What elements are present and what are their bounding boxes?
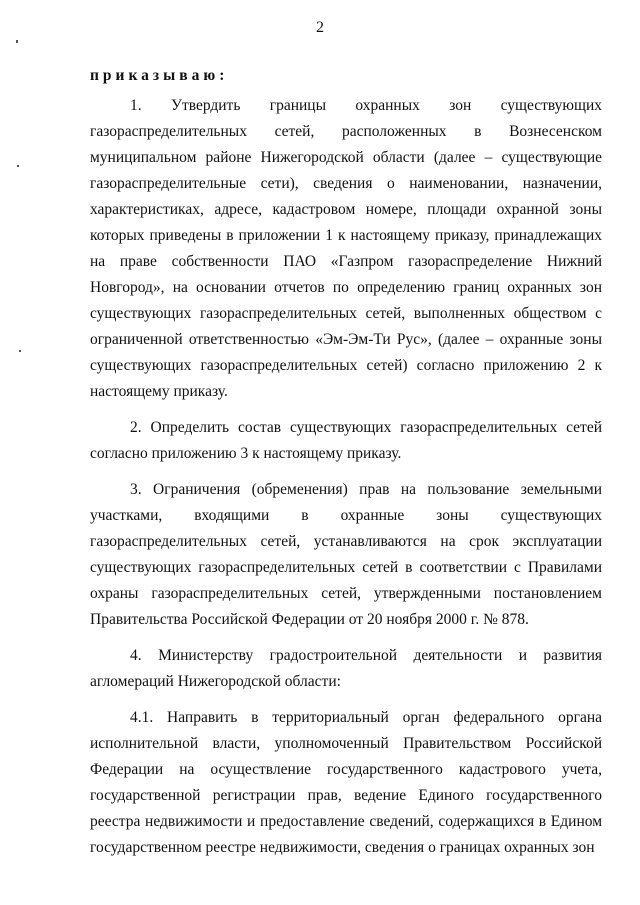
order-heading: приказываю: bbox=[90, 67, 229, 84]
paragraph-4-1: 4.1. Направить в территориальный орган федерального органа исполнительной власти, уполномоченный Правительством Российской Федерации на осуществление государственного кадастрового учета, государственной регистрации прав, ведение Единого государственного реестра недвижимости и предоставление сведений, содержащихся в Едином государственном реестре недвижимости, сведения о границах охранных зон bbox=[90, 709, 602, 856]
page-number: 2 bbox=[316, 19, 324, 36]
scan-mark-1 bbox=[16, 40, 18, 43]
document-body bbox=[90, 93, 602, 861]
scan-mark-2 bbox=[17, 165, 19, 167]
paragraph-2: 2. Определить состав существующих газораспределительных сетей согласно приложению 3 к настоящему приказу. bbox=[90, 419, 602, 462]
scan-mark-3 bbox=[19, 350, 21, 352]
paragraph-3: 3. Ограничения (обременения) прав на пользование земельными участками, входящими в охранные зоны существующих газораспределительных сетей, устанавливаются на срок эксплуатации существующих газораспределительных сетей в соответствии с Правилами охраны газораспределительных сетей, утвержденными постановлением Правительства Российской Федерации от 20 ноября 2000 г. № 878. bbox=[90, 481, 602, 628]
paragraph-1: 1. Утвердить границы охранных зон существующих газораспределительных сетей, расположенных в Вознесенском муниципальном районе Нижегородской области (далее – существующие газораспределительные сети), сведения о наименовании, назначении, характеристиках, адресе, кадастровом номере, площади охранной зоны которых приведены в приложении 1 к настоящему приказу, принадлежащих на праве собственности ПАО «Газпром газораспределение Нижний Новгород», на основании отчетов по определению границ охранных зон существующих газораспределительных сетей, выполненных обществом с ограниченной ответственностью «Эм-Эм-Ти Рус», (далее – охранные зоны существующих газораспределительных сетей) согласно приложению 2 к настоящему приказу. bbox=[90, 97, 602, 400]
paragraph-4: 4. Министерству градостроительной деятельности и развития агломераций Нижегородской области: bbox=[90, 647, 602, 690]
